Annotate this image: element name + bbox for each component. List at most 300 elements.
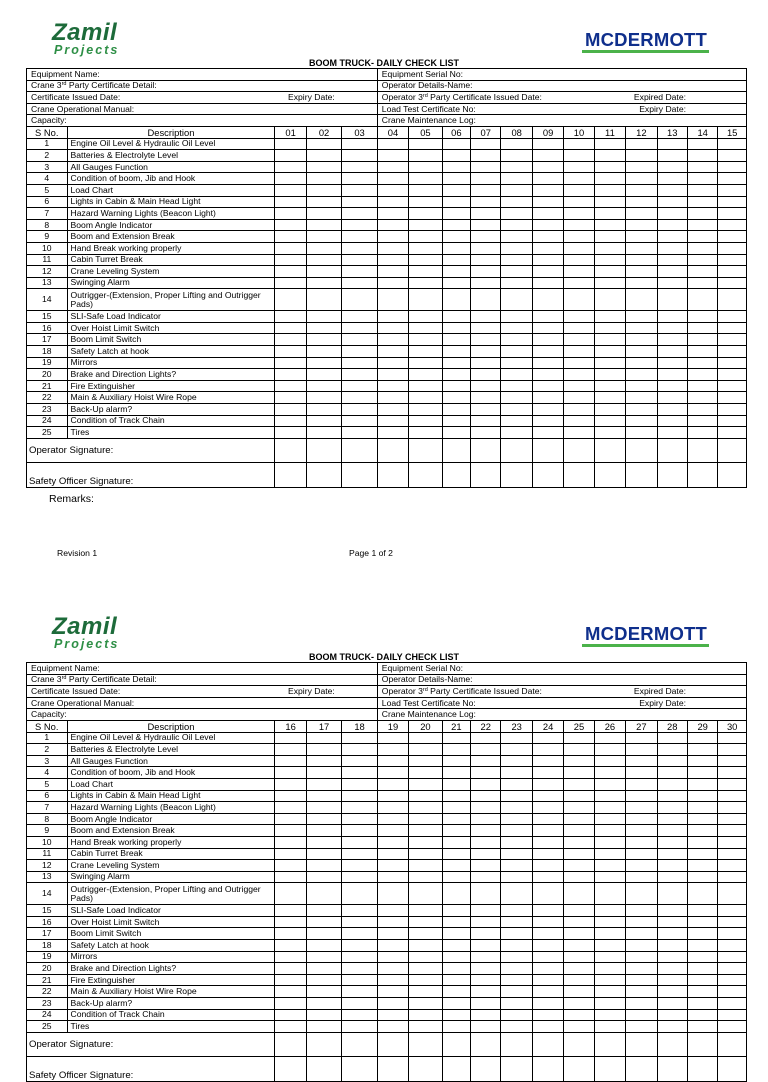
check-cell[interactable] (409, 883, 442, 905)
check-cell[interactable] (532, 1021, 563, 1033)
check-cell[interactable] (532, 951, 563, 963)
check-cell[interactable] (687, 963, 717, 975)
signature-cell[interactable] (626, 438, 657, 462)
check-cell[interactable] (594, 266, 625, 278)
check-cell[interactable] (718, 802, 747, 814)
check-cell[interactable] (718, 871, 747, 883)
check-cell[interactable] (377, 963, 408, 975)
check-cell[interactable] (626, 322, 657, 334)
check-cell[interactable] (718, 778, 747, 790)
check-cell[interactable] (687, 836, 717, 848)
check-cell[interactable] (409, 836, 442, 848)
check-cell[interactable] (442, 254, 470, 266)
check-cell[interactable] (657, 825, 687, 837)
check-cell[interactable] (342, 311, 378, 323)
check-cell[interactable] (306, 266, 341, 278)
check-cell[interactable] (275, 928, 306, 940)
check-cell[interactable] (532, 916, 563, 928)
check-cell[interactable] (657, 380, 687, 392)
check-cell[interactable] (442, 905, 470, 917)
check-cell[interactable] (594, 208, 625, 220)
check-cell[interactable] (442, 963, 470, 975)
check-cell[interactable] (342, 883, 378, 905)
check-cell[interactable] (377, 916, 408, 928)
check-cell[interactable] (594, 813, 625, 825)
check-cell[interactable] (626, 334, 657, 346)
check-cell[interactable] (687, 905, 717, 917)
signature-cell[interactable] (657, 462, 687, 487)
check-cell[interactable] (342, 802, 378, 814)
check-cell[interactable] (626, 860, 657, 872)
signature-cell[interactable] (718, 438, 747, 462)
check-cell[interactable] (409, 346, 442, 358)
check-cell[interactable] (306, 825, 341, 837)
signature-cell[interactable] (306, 1056, 341, 1081)
check-cell[interactable] (687, 173, 717, 185)
check-cell[interactable] (687, 150, 717, 162)
check-cell[interactable] (342, 277, 378, 289)
check-cell[interactable] (594, 963, 625, 975)
check-cell[interactable] (275, 392, 306, 404)
check-cell[interactable] (501, 940, 532, 952)
check-cell[interactable] (275, 825, 306, 837)
check-cell[interactable] (564, 998, 594, 1010)
check-cell[interactable] (442, 415, 470, 427)
check-cell[interactable] (501, 289, 532, 311)
check-cell[interactable] (564, 986, 594, 998)
check-cell[interactable] (564, 138, 594, 150)
check-cell[interactable] (532, 392, 563, 404)
check-cell[interactable] (442, 208, 470, 220)
check-cell[interactable] (275, 940, 306, 952)
check-cell[interactable] (657, 231, 687, 243)
check-cell[interactable] (687, 860, 717, 872)
check-cell[interactable] (471, 266, 501, 278)
check-cell[interactable] (532, 334, 563, 346)
check-cell[interactable] (377, 219, 408, 231)
check-cell[interactable] (409, 254, 442, 266)
check-cell[interactable] (471, 744, 501, 756)
check-cell[interactable] (471, 404, 501, 416)
check-cell[interactable] (409, 242, 442, 254)
signature-cell[interactable] (532, 1056, 563, 1081)
check-cell[interactable] (718, 825, 747, 837)
signature-cell[interactable] (306, 1032, 341, 1056)
check-cell[interactable] (342, 905, 378, 917)
check-cell[interactable] (532, 802, 563, 814)
check-cell[interactable] (594, 744, 625, 756)
check-cell[interactable] (501, 813, 532, 825)
check-cell[interactable] (594, 905, 625, 917)
check-cell[interactable] (442, 871, 470, 883)
signature-cell[interactable] (377, 1032, 408, 1056)
check-cell[interactable] (501, 173, 532, 185)
check-cell[interactable] (657, 138, 687, 150)
check-cell[interactable] (342, 825, 378, 837)
check-cell[interactable] (564, 346, 594, 358)
check-cell[interactable] (594, 150, 625, 162)
check-cell[interactable] (626, 974, 657, 986)
check-cell[interactable] (442, 860, 470, 872)
check-cell[interactable] (501, 415, 532, 427)
check-cell[interactable] (409, 778, 442, 790)
check-cell[interactable] (306, 1009, 341, 1021)
check-cell[interactable] (687, 369, 717, 381)
check-cell[interactable] (377, 380, 408, 392)
check-cell[interactable] (501, 986, 532, 998)
check-cell[interactable] (532, 150, 563, 162)
check-cell[interactable] (306, 916, 341, 928)
signature-cell[interactable] (564, 1032, 594, 1056)
check-cell[interactable] (564, 813, 594, 825)
check-cell[interactable] (532, 1009, 563, 1021)
check-cell[interactable] (532, 883, 563, 905)
check-cell[interactable] (532, 871, 563, 883)
check-cell[interactable] (594, 916, 625, 928)
check-cell[interactable] (275, 836, 306, 848)
check-cell[interactable] (442, 825, 470, 837)
signature-cell[interactable] (687, 1032, 717, 1056)
check-cell[interactable] (471, 196, 501, 208)
check-cell[interactable] (342, 369, 378, 381)
check-cell[interactable] (626, 357, 657, 369)
check-cell[interactable] (626, 277, 657, 289)
check-cell[interactable] (657, 334, 687, 346)
check-cell[interactable] (275, 986, 306, 998)
check-cell[interactable] (532, 369, 563, 381)
check-cell[interactable] (718, 277, 747, 289)
check-cell[interactable] (564, 231, 594, 243)
check-cell[interactable] (342, 778, 378, 790)
check-cell[interactable] (471, 231, 501, 243)
check-cell[interactable] (532, 380, 563, 392)
check-cell[interactable] (564, 208, 594, 220)
check-cell[interactable] (532, 905, 563, 917)
check-cell[interactable] (626, 1021, 657, 1033)
check-cell[interactable] (657, 848, 687, 860)
check-cell[interactable] (306, 404, 341, 416)
check-cell[interactable] (657, 254, 687, 266)
check-cell[interactable] (687, 289, 717, 311)
check-cell[interactable] (471, 860, 501, 872)
check-cell[interactable] (532, 767, 563, 779)
check-cell[interactable] (306, 173, 341, 185)
signature-cell[interactable] (532, 462, 563, 487)
check-cell[interactable] (532, 998, 563, 1010)
check-cell[interactable] (594, 974, 625, 986)
check-cell[interactable] (471, 392, 501, 404)
check-cell[interactable] (718, 744, 747, 756)
check-cell[interactable] (657, 790, 687, 802)
check-cell[interactable] (377, 860, 408, 872)
check-cell[interactable] (626, 883, 657, 905)
check-cell[interactable] (306, 744, 341, 756)
check-cell[interactable] (718, 266, 747, 278)
check-cell[interactable] (532, 860, 563, 872)
check-cell[interactable] (626, 415, 657, 427)
check-cell[interactable] (471, 836, 501, 848)
check-cell[interactable] (377, 802, 408, 814)
check-cell[interactable] (687, 778, 717, 790)
check-cell[interactable] (718, 161, 747, 173)
check-cell[interactable] (471, 963, 501, 975)
check-cell[interactable] (532, 963, 563, 975)
signature-cell[interactable] (501, 462, 532, 487)
check-cell[interactable] (501, 860, 532, 872)
check-cell[interactable] (377, 998, 408, 1010)
check-cell[interactable] (275, 173, 306, 185)
check-cell[interactable] (409, 940, 442, 952)
check-cell[interactable] (718, 311, 747, 323)
check-cell[interactable] (306, 161, 341, 173)
check-cell[interactable] (275, 380, 306, 392)
check-cell[interactable] (626, 963, 657, 975)
signature-cell[interactable] (275, 1056, 306, 1081)
check-cell[interactable] (532, 346, 563, 358)
check-cell[interactable] (342, 415, 378, 427)
signature-cell[interactable] (564, 438, 594, 462)
check-cell[interactable] (501, 231, 532, 243)
check-cell[interactable] (275, 322, 306, 334)
check-cell[interactable] (471, 184, 501, 196)
signature-cell[interactable] (377, 462, 408, 487)
check-cell[interactable] (532, 277, 563, 289)
check-cell[interactable] (594, 161, 625, 173)
check-cell[interactable] (306, 196, 341, 208)
check-cell[interactable] (442, 266, 470, 278)
check-cell[interactable] (442, 986, 470, 998)
signature-cell[interactable] (471, 462, 501, 487)
check-cell[interactable] (718, 173, 747, 185)
check-cell[interactable] (306, 755, 341, 767)
check-cell[interactable] (377, 905, 408, 917)
check-cell[interactable] (409, 138, 442, 150)
check-cell[interactable] (306, 322, 341, 334)
check-cell[interactable] (532, 322, 563, 334)
check-cell[interactable] (275, 150, 306, 162)
check-cell[interactable] (594, 254, 625, 266)
check-cell[interactable] (718, 334, 747, 346)
check-cell[interactable] (687, 311, 717, 323)
check-cell[interactable] (718, 998, 747, 1010)
check-cell[interactable] (471, 161, 501, 173)
check-cell[interactable] (626, 196, 657, 208)
check-cell[interactable] (342, 380, 378, 392)
check-cell[interactable] (409, 196, 442, 208)
check-cell[interactable] (377, 322, 408, 334)
check-cell[interactable] (594, 369, 625, 381)
check-cell[interactable] (657, 427, 687, 439)
check-cell[interactable] (501, 836, 532, 848)
check-cell[interactable] (657, 802, 687, 814)
check-cell[interactable] (657, 173, 687, 185)
check-cell[interactable] (342, 266, 378, 278)
check-cell[interactable] (564, 161, 594, 173)
check-cell[interactable] (626, 427, 657, 439)
check-cell[interactable] (564, 277, 594, 289)
check-cell[interactable] (501, 883, 532, 905)
check-cell[interactable] (687, 161, 717, 173)
check-cell[interactable] (342, 732, 378, 744)
check-cell[interactable] (275, 427, 306, 439)
check-cell[interactable] (564, 744, 594, 756)
check-cell[interactable] (718, 357, 747, 369)
check-cell[interactable] (442, 732, 470, 744)
check-cell[interactable] (718, 219, 747, 231)
check-cell[interactable] (442, 184, 470, 196)
check-cell[interactable] (471, 346, 501, 358)
check-cell[interactable] (342, 1021, 378, 1033)
check-cell[interactable] (564, 905, 594, 917)
check-cell[interactable] (532, 986, 563, 998)
check-cell[interactable] (275, 415, 306, 427)
check-cell[interactable] (442, 369, 470, 381)
signature-cell[interactable] (564, 462, 594, 487)
check-cell[interactable] (532, 790, 563, 802)
check-cell[interactable] (687, 916, 717, 928)
check-cell[interactable] (564, 916, 594, 928)
check-cell[interactable] (626, 905, 657, 917)
check-cell[interactable] (342, 289, 378, 311)
signature-cell[interactable] (342, 462, 378, 487)
check-cell[interactable] (657, 208, 687, 220)
check-cell[interactable] (342, 254, 378, 266)
check-cell[interactable] (657, 732, 687, 744)
check-cell[interactable] (377, 242, 408, 254)
check-cell[interactable] (501, 404, 532, 416)
check-cell[interactable] (442, 334, 470, 346)
check-cell[interactable] (564, 928, 594, 940)
check-cell[interactable] (687, 802, 717, 814)
check-cell[interactable] (687, 346, 717, 358)
signature-cell[interactable] (409, 438, 442, 462)
check-cell[interactable] (275, 208, 306, 220)
check-cell[interactable] (306, 242, 341, 254)
check-cell[interactable] (594, 427, 625, 439)
check-cell[interactable] (306, 790, 341, 802)
check-cell[interactable] (471, 242, 501, 254)
check-cell[interactable] (342, 790, 378, 802)
check-cell[interactable] (342, 860, 378, 872)
check-cell[interactable] (594, 767, 625, 779)
check-cell[interactable] (532, 744, 563, 756)
check-cell[interactable] (564, 1021, 594, 1033)
check-cell[interactable] (626, 802, 657, 814)
check-cell[interactable] (532, 219, 563, 231)
check-cell[interactable] (594, 1009, 625, 1021)
check-cell[interactable] (377, 825, 408, 837)
check-cell[interactable] (718, 254, 747, 266)
check-cell[interactable] (626, 848, 657, 860)
check-cell[interactable] (306, 883, 341, 905)
check-cell[interactable] (442, 813, 470, 825)
check-cell[interactable] (442, 322, 470, 334)
check-cell[interactable] (657, 219, 687, 231)
check-cell[interactable] (594, 928, 625, 940)
check-cell[interactable] (594, 755, 625, 767)
check-cell[interactable] (594, 392, 625, 404)
check-cell[interactable] (342, 813, 378, 825)
check-cell[interactable] (501, 998, 532, 1010)
check-cell[interactable] (718, 184, 747, 196)
check-cell[interactable] (409, 427, 442, 439)
check-cell[interactable] (409, 208, 442, 220)
check-cell[interactable] (687, 322, 717, 334)
check-cell[interactable] (718, 404, 747, 416)
check-cell[interactable] (377, 357, 408, 369)
check-cell[interactable] (657, 346, 687, 358)
signature-cell[interactable] (501, 1032, 532, 1056)
check-cell[interactable] (306, 208, 341, 220)
check-cell[interactable] (501, 825, 532, 837)
check-cell[interactable] (687, 427, 717, 439)
check-cell[interactable] (501, 802, 532, 814)
check-cell[interactable] (409, 963, 442, 975)
check-cell[interactable] (718, 916, 747, 928)
check-cell[interactable] (275, 916, 306, 928)
check-cell[interactable] (409, 277, 442, 289)
check-cell[interactable] (687, 380, 717, 392)
check-cell[interactable] (471, 732, 501, 744)
check-cell[interactable] (501, 150, 532, 162)
check-cell[interactable] (687, 767, 717, 779)
check-cell[interactable] (532, 813, 563, 825)
check-cell[interactable] (342, 836, 378, 848)
check-cell[interactable] (564, 415, 594, 427)
check-cell[interactable] (275, 860, 306, 872)
check-cell[interactable] (442, 392, 470, 404)
signature-cell[interactable] (377, 1056, 408, 1081)
check-cell[interactable] (409, 161, 442, 173)
signature-cell[interactable] (442, 1032, 470, 1056)
check-cell[interactable] (275, 905, 306, 917)
check-cell[interactable] (377, 848, 408, 860)
check-cell[interactable] (594, 848, 625, 860)
check-cell[interactable] (275, 277, 306, 289)
check-cell[interactable] (306, 836, 341, 848)
check-cell[interactable] (501, 1021, 532, 1033)
signature-cell[interactable] (275, 438, 306, 462)
check-cell[interactable] (594, 219, 625, 231)
check-cell[interactable] (275, 196, 306, 208)
check-cell[interactable] (409, 802, 442, 814)
check-cell[interactable] (275, 802, 306, 814)
signature-cell[interactable] (471, 1056, 501, 1081)
check-cell[interactable] (594, 196, 625, 208)
check-cell[interactable] (377, 277, 408, 289)
check-cell[interactable] (564, 963, 594, 975)
check-cell[interactable] (409, 998, 442, 1010)
check-cell[interactable] (501, 357, 532, 369)
check-cell[interactable] (594, 334, 625, 346)
check-cell[interactable] (626, 744, 657, 756)
check-cell[interactable] (718, 196, 747, 208)
check-cell[interactable] (657, 357, 687, 369)
check-cell[interactable] (342, 322, 378, 334)
check-cell[interactable] (501, 848, 532, 860)
check-cell[interactable] (687, 392, 717, 404)
check-cell[interactable] (626, 208, 657, 220)
check-cell[interactable] (409, 986, 442, 998)
check-cell[interactable] (718, 790, 747, 802)
check-cell[interactable] (306, 1021, 341, 1033)
check-cell[interactable] (594, 322, 625, 334)
check-cell[interactable] (532, 357, 563, 369)
check-cell[interactable] (275, 254, 306, 266)
check-cell[interactable] (626, 138, 657, 150)
signature-cell[interactable] (342, 1032, 378, 1056)
check-cell[interactable] (687, 825, 717, 837)
